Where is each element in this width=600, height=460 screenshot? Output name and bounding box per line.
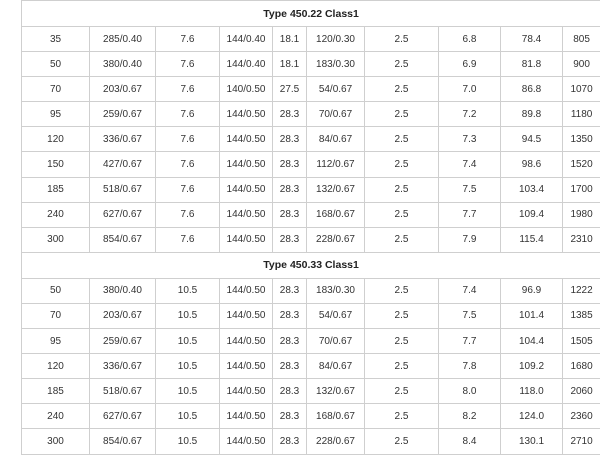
table-cell: 1505 <box>563 329 600 354</box>
table-cell: 54/0.67 <box>307 77 365 102</box>
table-cell: 7.6 <box>156 127 220 152</box>
table-cell: 144/0.50 <box>220 354 273 379</box>
table-cell: 2060 <box>563 379 600 404</box>
table-cell: 2.5 <box>365 429 439 454</box>
table-cell: 2310 <box>563 227 600 252</box>
table-cell: 2.5 <box>365 52 439 77</box>
table-cell: 28.3 <box>273 152 307 177</box>
table-cell: 1980 <box>563 202 600 227</box>
table-cell: 203/0.67 <box>90 303 156 328</box>
table-cell: 627/0.67 <box>90 202 156 227</box>
table-cell: 144/0.50 <box>220 329 273 354</box>
table-cell: 144/0.50 <box>220 202 273 227</box>
table-cell: 28.3 <box>273 127 307 152</box>
table-cell: 7.2 <box>439 102 501 127</box>
table-cell: 1222 <box>563 278 600 303</box>
table-row <box>22 404 600 429</box>
table-cell: 120 <box>22 354 90 379</box>
table-cell: 27.5 <box>273 77 307 102</box>
table-cell: 115.4 <box>501 227 563 252</box>
table-cell: 183/0.30 <box>307 278 365 303</box>
table-cell: 28.3 <box>273 429 307 454</box>
table-cell: 2.5 <box>365 202 439 227</box>
table-cell: 2.5 <box>365 102 439 127</box>
table-cell: 7.6 <box>156 52 220 77</box>
table-row <box>22 127 600 152</box>
table-cell: 854/0.67 <box>90 227 156 252</box>
table-cell: 54/0.67 <box>307 303 365 328</box>
table-cell: 10.5 <box>156 329 220 354</box>
table-cell: 380/0.40 <box>90 52 156 77</box>
table-cell: 240 <box>22 404 90 429</box>
table-row <box>22 429 600 454</box>
table-cell: 2.5 <box>365 152 439 177</box>
table-row <box>22 354 600 379</box>
table-cell: 259/0.67 <box>90 329 156 354</box>
table-cell: 1070 <box>563 77 600 102</box>
table-cell: 28.3 <box>273 329 307 354</box>
table-cell: 805 <box>563 27 600 52</box>
table-row <box>22 52 600 77</box>
table-cell: 336/0.67 <box>90 354 156 379</box>
table-cell: 70 <box>22 303 90 328</box>
table-cell: 28.3 <box>273 227 307 252</box>
table-row <box>22 379 600 404</box>
table-cell: 518/0.67 <box>90 177 156 202</box>
table-cell: 28.3 <box>273 379 307 404</box>
table-cell: 28.3 <box>273 404 307 429</box>
table-cell: 2.5 <box>365 278 439 303</box>
section-title: Type 450.22 Class1 <box>22 1 600 27</box>
table-cell: 50 <box>22 52 90 77</box>
table-cell: 228/0.67 <box>307 227 365 252</box>
table-cell: 112/0.67 <box>307 152 365 177</box>
table-cell: 118.0 <box>501 379 563 404</box>
table-cell: 854/0.67 <box>90 429 156 454</box>
table-cell: 78.4 <box>501 27 563 52</box>
table-row <box>22 278 600 303</box>
table-cell: 120/0.30 <box>307 27 365 52</box>
table-cell: 109.4 <box>501 202 563 227</box>
table-cell: 168/0.67 <box>307 404 365 429</box>
table-row <box>22 77 600 102</box>
cable-spec-table <box>21 0 600 455</box>
table-cell: 144/0.50 <box>220 429 273 454</box>
table-cell: 144/0.50 <box>220 278 273 303</box>
table-cell: 150 <box>22 152 90 177</box>
table-cell: 144/0.50 <box>220 227 273 252</box>
table-cell: 8.2 <box>439 404 501 429</box>
table-cell: 7.4 <box>439 152 501 177</box>
table-cell: 7.6 <box>156 177 220 202</box>
table-cell: 144/0.50 <box>220 152 273 177</box>
table-cell: 2710 <box>563 429 600 454</box>
table-cell: 70 <box>22 77 90 102</box>
spec-table-body <box>22 1 600 455</box>
table-cell: 427/0.67 <box>90 152 156 177</box>
table-cell: 28.3 <box>273 202 307 227</box>
table-cell: 84/0.67 <box>307 354 365 379</box>
table-cell: 228/0.67 <box>307 429 365 454</box>
table-cell: 185 <box>22 177 90 202</box>
table-cell: 6.8 <box>439 27 501 52</box>
table-cell: 7.6 <box>156 152 220 177</box>
table-cell: 2.5 <box>365 303 439 328</box>
table-cell: 95 <box>22 329 90 354</box>
table-cell: 8.0 <box>439 379 501 404</box>
table-cell: 144/0.50 <box>220 404 273 429</box>
table-cell: 7.6 <box>156 77 220 102</box>
table-cell: 144/0.50 <box>220 127 273 152</box>
table-cell: 7.5 <box>439 177 501 202</box>
section-header-row <box>22 252 600 278</box>
table-cell: 240 <box>22 202 90 227</box>
table-cell: 2.5 <box>365 227 439 252</box>
table-cell: 84/0.67 <box>307 127 365 152</box>
table-cell: 2.5 <box>365 404 439 429</box>
section-header-row <box>22 1 600 27</box>
table-cell: 144/0.50 <box>220 102 273 127</box>
table-cell: 336/0.67 <box>90 127 156 152</box>
table-cell: 2.5 <box>365 27 439 52</box>
table-cell: 7.6 <box>156 27 220 52</box>
table-cell: 70/0.67 <box>307 102 365 127</box>
table-cell: 95 <box>22 102 90 127</box>
table-cell: 10.5 <box>156 354 220 379</box>
table-cell: 7.5 <box>439 303 501 328</box>
table-cell: 140/0.50 <box>220 77 273 102</box>
table-cell: 2.5 <box>365 177 439 202</box>
table-cell: 518/0.67 <box>90 379 156 404</box>
table-cell: 7.0 <box>439 77 501 102</box>
table-cell: 7.3 <box>439 127 501 152</box>
table-cell: 28.3 <box>273 102 307 127</box>
table-cell: 18.1 <box>273 27 307 52</box>
table-cell: 124.0 <box>501 404 563 429</box>
table-cell: 259/0.67 <box>90 102 156 127</box>
table-row <box>22 202 600 227</box>
table-cell: 144/0.40 <box>220 27 273 52</box>
table-cell: 10.5 <box>156 278 220 303</box>
table-cell: 132/0.67 <box>307 177 365 202</box>
table-cell: 7.9 <box>439 227 501 252</box>
table-cell: 2.5 <box>365 379 439 404</box>
table-cell: 1385 <box>563 303 600 328</box>
table-cell: 10.5 <box>156 379 220 404</box>
table-cell: 101.4 <box>501 303 563 328</box>
table-cell: 168/0.67 <box>307 202 365 227</box>
table-cell: 1520 <box>563 152 600 177</box>
table-row <box>22 303 600 328</box>
table-cell: 70/0.67 <box>307 329 365 354</box>
table-cell: 380/0.40 <box>90 278 156 303</box>
table-cell: 7.7 <box>439 202 501 227</box>
table-cell: 1680 <box>563 354 600 379</box>
table-row <box>22 102 600 127</box>
table-cell: 183/0.30 <box>307 52 365 77</box>
table-cell: 8.4 <box>439 429 501 454</box>
table-cell: 10.5 <box>156 429 220 454</box>
table-cell: 7.6 <box>156 227 220 252</box>
table-cell: 144/0.50 <box>220 177 273 202</box>
table-cell: 35 <box>22 27 90 52</box>
table-cell: 7.8 <box>439 354 501 379</box>
table-cell: 10.5 <box>156 404 220 429</box>
table-cell: 7.7 <box>439 329 501 354</box>
table-cell: 627/0.67 <box>90 404 156 429</box>
table-cell: 2.5 <box>365 354 439 379</box>
table-row <box>22 152 600 177</box>
table-cell: 2.5 <box>365 127 439 152</box>
table-cell: 86.8 <box>501 77 563 102</box>
table-cell: 185 <box>22 379 90 404</box>
table-cell: 94.5 <box>501 127 563 152</box>
table-cell: 10.5 <box>156 303 220 328</box>
table-cell: 103.4 <box>501 177 563 202</box>
table-row <box>22 329 600 354</box>
table-cell: 144/0.50 <box>220 379 273 404</box>
table-cell: 300 <box>22 429 90 454</box>
table-cell: 285/0.40 <box>90 27 156 52</box>
table-cell: 2360 <box>563 404 600 429</box>
table-cell: 109.2 <box>501 354 563 379</box>
table-cell: 900 <box>563 52 600 77</box>
table-cell: 81.8 <box>501 52 563 77</box>
table-cell: 1350 <box>563 127 600 152</box>
table-row <box>22 227 600 252</box>
table-cell: 28.3 <box>273 177 307 202</box>
table-cell: 2.5 <box>365 329 439 354</box>
table-cell: 18.1 <box>273 52 307 77</box>
table-cell: 98.6 <box>501 152 563 177</box>
table-cell: 104.4 <box>501 329 563 354</box>
table-cell: 130.1 <box>501 429 563 454</box>
table-cell: 132/0.67 <box>307 379 365 404</box>
table-cell: 6.9 <box>439 52 501 77</box>
table-cell: 28.3 <box>273 303 307 328</box>
table-cell: 7.6 <box>156 202 220 227</box>
table-cell: 144/0.50 <box>220 303 273 328</box>
table-cell: 1180 <box>563 102 600 127</box>
table-cell: 2.5 <box>365 77 439 102</box>
table-cell: 89.8 <box>501 102 563 127</box>
table-row <box>22 27 600 52</box>
table-cell: 1700 <box>563 177 600 202</box>
table-cell: 120 <box>22 127 90 152</box>
table-cell: 203/0.67 <box>90 77 156 102</box>
table-cell: 50 <box>22 278 90 303</box>
table-cell: 96.9 <box>501 278 563 303</box>
table-cell: 28.3 <box>273 354 307 379</box>
table-cell: 7.6 <box>156 102 220 127</box>
table-cell: 300 <box>22 227 90 252</box>
table-row <box>22 177 600 202</box>
table-cell: 28.3 <box>273 278 307 303</box>
section-title: Type 450.33 Class1 <box>22 252 600 278</box>
table-cell: 7.4 <box>439 278 501 303</box>
table-cell: 144/0.40 <box>220 52 273 77</box>
